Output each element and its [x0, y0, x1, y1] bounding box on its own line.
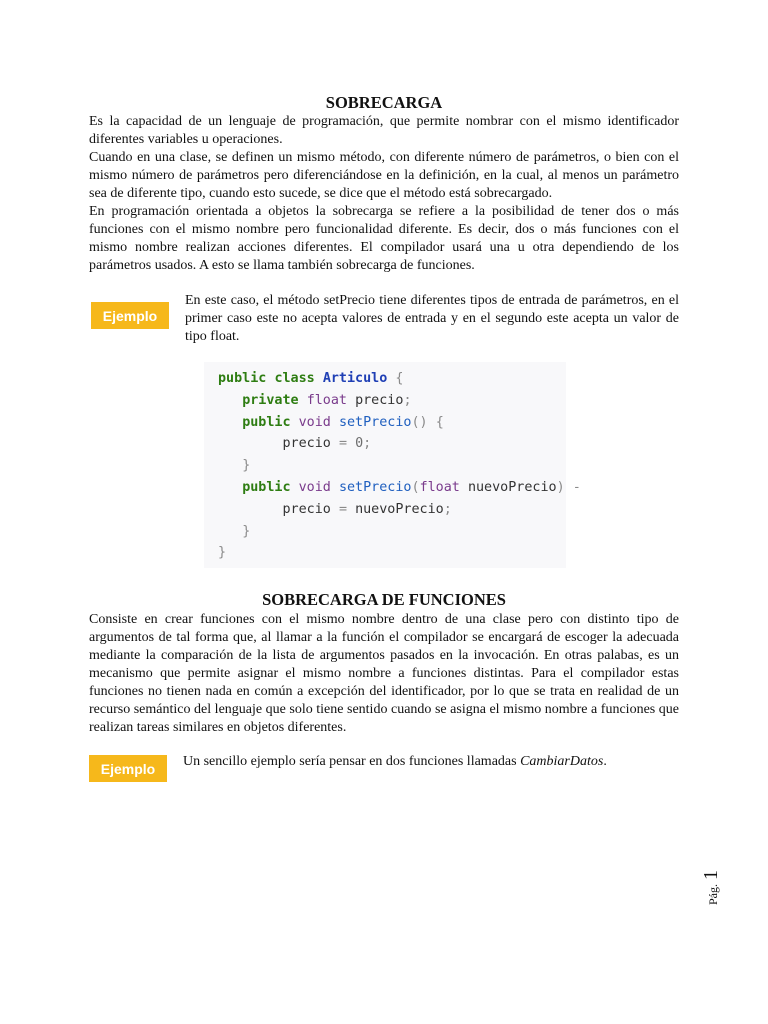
code-block: [204, 362, 581, 564]
page-number: [700, 870, 723, 905]
example-badge-2: Ejemplo: [89, 755, 167, 782]
code-line-6: public void setPrecio(float nuevoPrecio) -: [242, 479, 581, 495]
section-title-sobrecarga-funciones: SOBRECARGA DE FUNCIONES: [262, 590, 506, 609]
code-line-7: precio = nuevoPrecio;: [282, 501, 452, 517]
page-label: Pág.: [706, 884, 720, 905]
paragraph-oop-overload: En programación orientada a objetos la sobrecarga se refiere a la posibilidad de tener dos o más funciones con el mismo nombre pero funcionalidad diferente. Es decir, dos o más funciones con el mismo nombre realizan acciones diferentes. El compilador usará una u otra dependiendo de los parámetros usados. A esto se llama también sobrecarga de funciones.: [89, 204, 679, 273]
paragraph-method-overload: Cuando en una clase, se definen un mismo método, con diferente número de parámetros, o bien con el mismo número de parámetros pero diferenciándose en la definición, en la cual, al menos un parámetro sea de diferente tipo, cuando esto sucede, se dice que el método está sobrecargado.: [89, 150, 679, 201]
paragraph-function-overload: Consiste en crear funciones con el mismo nombre dentro de una clase pero con distinto tipo de argumentos de tal forma que, al llamar a la función el compilador se encargará de escoger la adecuada mediante la comparación de la lista de argumentos pasados en la invocación. En otras palabas, es un mecanismo que permite asignar el mismo nombre a funciones distintas. Para el compilador estas funciones no tienen nada en común a excepción del identificador, por lo que se trata en realidad de un recurso semántico del lenguaje que solo tiene sentido cuando se asigna el mismo nombre a funciones que realizan tareas similares en objetos diferentes.: [89, 612, 679, 735]
code-line-1: public class Articulo {: [218, 371, 404, 386]
example-term: CambiarDatos: [520, 754, 604, 769]
example-badge: Ejemplo: [91, 302, 169, 329]
example-description: En este caso, el método setPrecio tiene diferentes tipos de entrada de parámetros, en el primer caso este no acepta valores de entrada y en el segundo este acepta un valor de tipo float.: [185, 293, 679, 344]
code-line-8: }: [242, 523, 251, 539]
section-title-sobrecarga: SOBRECARGA: [325, 93, 443, 112]
code-line-4: precio = 0;: [282, 436, 372, 452]
code-snippet: [204, 362, 581, 568]
example-description-2: Un sencillo ejemplo sería pensar en dos funciones llamadas CambiarDatos.: [183, 754, 607, 769]
code-line-5: }: [242, 458, 251, 474]
code-line-2: private float precio;: [242, 392, 412, 408]
code-line-9: }: [218, 545, 227, 561]
paragraph-definition: Es la capacidad de un lenguaje de programación, que permite nombrar con el mismo identificador diferentes variables u operaciones.: [89, 114, 679, 147]
page-number-value: 1: [700, 870, 722, 880]
code-line-3: public void setPrecio() {: [242, 414, 444, 430]
